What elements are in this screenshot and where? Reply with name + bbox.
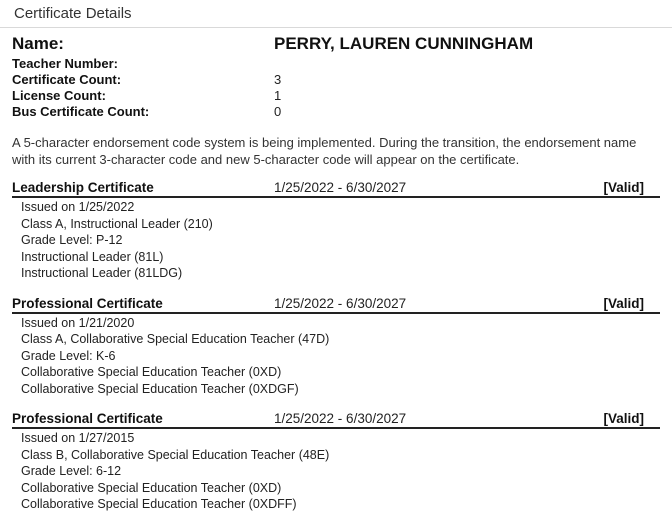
certificate-details-panel	[0, 34, 672, 513]
license-count-value: 1	[274, 88, 282, 103]
certificate-block	[12, 294, 660, 398]
endorsement-old-code: Collaborative Special Education Teacher (0XD)	[21, 365, 282, 379]
name-value: PERRY, LAUREN CUNNINGHAM	[274, 34, 534, 53]
bus-certificate-count-row	[12, 104, 660, 120]
grade-level: Grade Level: P-12	[21, 233, 123, 247]
license-count-row	[12, 88, 660, 104]
teacher-number-label: Teacher Number:	[12, 56, 118, 71]
certificate-details	[12, 198, 660, 282]
certificate-title: Professional Certificate	[12, 411, 163, 426]
issued-date: Issued on 1/25/2022	[21, 200, 135, 214]
endorsement-new-code: Collaborative Special Education Teacher (0XDGF)	[21, 381, 299, 396]
bus-certificate-count-value: 0	[274, 104, 282, 119]
endorsement-old-code: Collaborative Special Education Teacher (0XD)	[21, 480, 282, 495]
certificate-dates: 1/25/2022 - 6/30/2027	[274, 411, 407, 426]
certificate-block	[12, 409, 660, 513]
certificate-status: [Valid]	[603, 411, 644, 426]
issued-date: Issued on 1/27/2015	[21, 431, 135, 445]
name-row	[12, 34, 660, 56]
certificate-class: Class A, Instructional Leader (210)	[21, 216, 213, 231]
certificate-block	[12, 178, 660, 282]
certificate-header	[12, 178, 660, 198]
grade-level: Grade Level: 6-12	[21, 464, 122, 478]
certificate-count-label: Certificate Count:	[12, 72, 122, 87]
certificate-title: Leadership Certificate	[12, 180, 154, 195]
endorsement-old-code: Instructional Leader (81L)	[21, 249, 164, 264]
teacher-number-row	[12, 56, 660, 72]
window-title: Certificate Details	[14, 5, 132, 22]
window-title-bar	[0, 0, 672, 28]
endorsement-new-code: Collaborative Special Education Teacher (0XDFF)	[21, 497, 297, 511]
certificate-dates: 1/25/2022 - 6/30/2027	[274, 180, 407, 195]
endorsement-new-code: Instructional Leader (81LDG)	[21, 266, 183, 280]
issued-date: Issued on 1/21/2020	[21, 315, 135, 330]
bus-certificate-count-label: Bus Certificate Count:	[12, 104, 150, 119]
certificate-class: Class A, Collaborative Special Education Teacher (47D)	[21, 332, 330, 346]
endorsement-notice: A 5-character endorsement code system is being implemented. During the transition, the endorsement name with its current 3-character code and new 5-character code will appear on the certificate.	[12, 135, 637, 167]
certificate-header	[12, 409, 660, 429]
certificate-count-row	[12, 72, 660, 88]
grade-level: Grade Level: K-6	[21, 348, 116, 363]
certificate-class: Class B, Collaborative Special Education Teacher (48E)	[21, 447, 330, 462]
license-count-label: License Count:	[12, 88, 106, 103]
certificate-count-value: 3	[274, 72, 282, 87]
certificate-status: [Valid]	[603, 295, 644, 311]
certificate-title: Professional Certificate	[12, 295, 163, 311]
certificate-details	[12, 429, 660, 513]
certificate-dates: 1/25/2022 - 6/30/2027	[274, 295, 407, 311]
certificate-status: [Valid]	[603, 180, 644, 195]
certificate-details	[12, 314, 660, 398]
name-label: Name:	[12, 34, 64, 53]
certificate-header	[12, 294, 660, 314]
